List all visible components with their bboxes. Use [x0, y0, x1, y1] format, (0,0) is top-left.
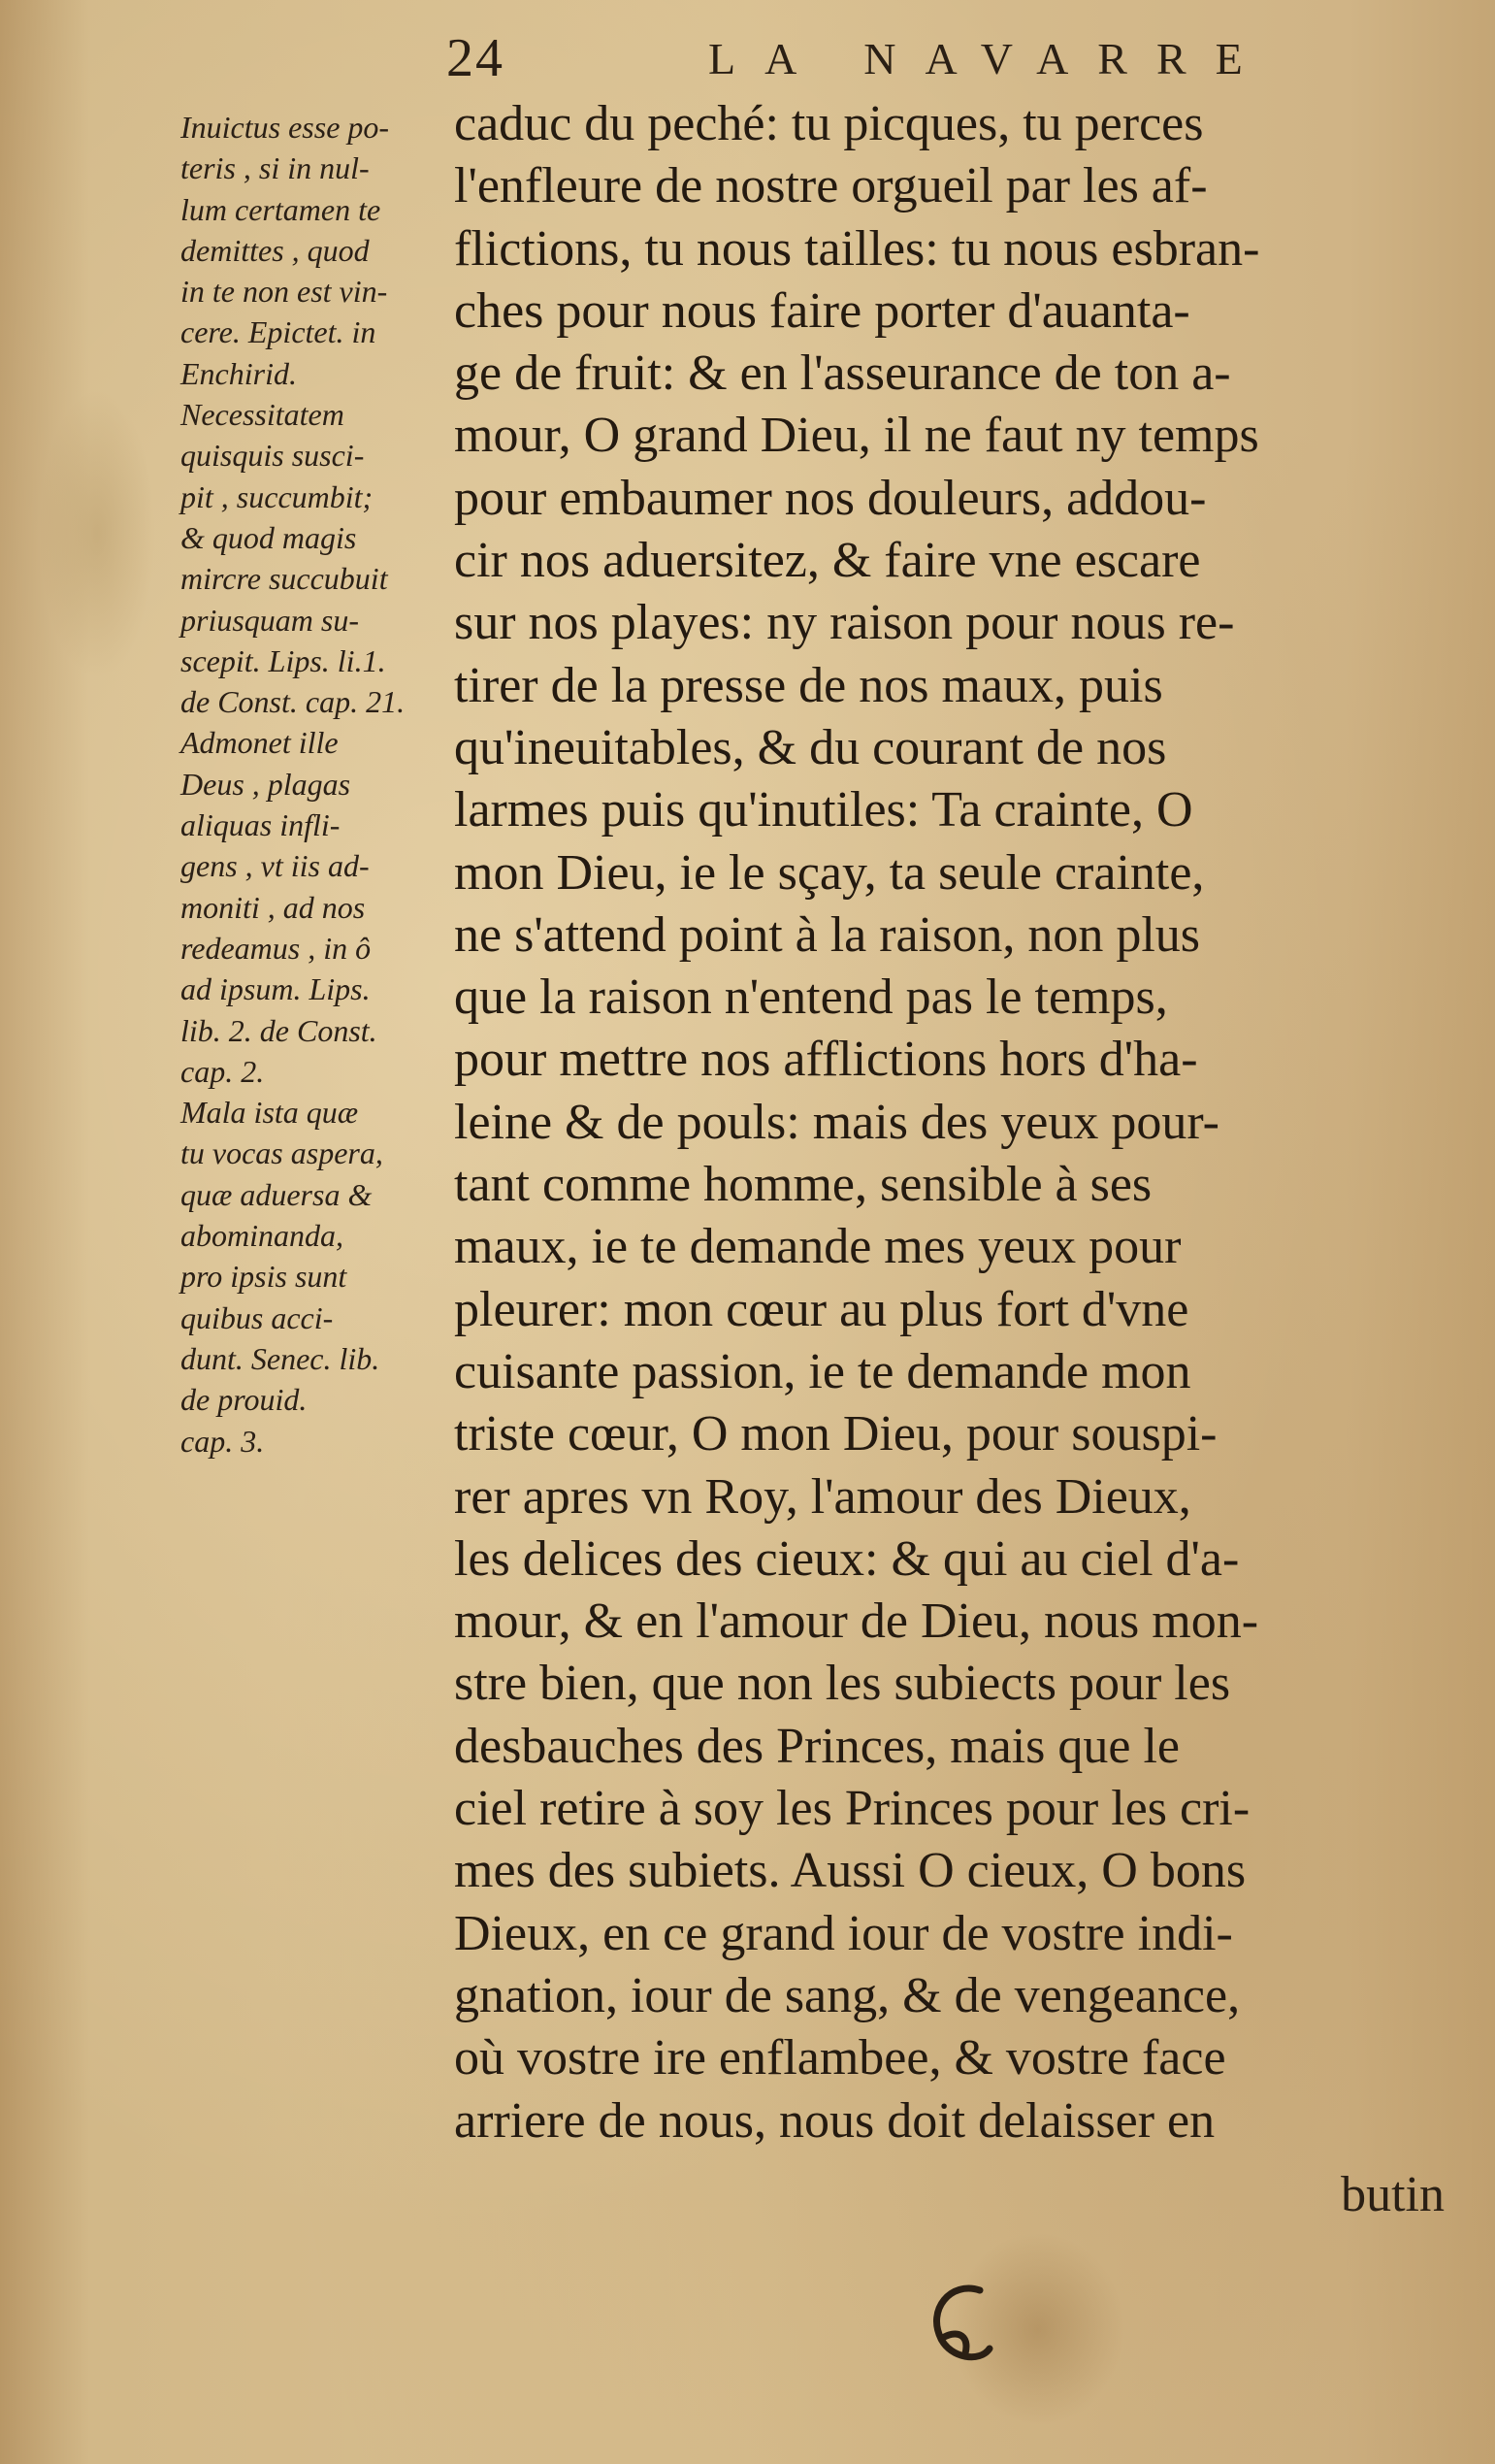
- text-line: triste cœur, O mon Dieu, pour souspi-: [454, 1406, 1218, 1462]
- margin-note-line: quibus acci-: [180, 1299, 334, 1335]
- margin-note-line: Admonet ille: [180, 725, 339, 761]
- text-line: l'enfleure de nostre orgueil par les af-: [454, 158, 1208, 214]
- margin-note-line: Enchirid.: [180, 355, 297, 391]
- text-line: que la raison n'entend pas le temps,: [454, 969, 1168, 1026]
- catchword: butin: [1341, 2167, 1445, 2222]
- margin-note-line: in te non est vin-: [180, 274, 388, 310]
- margin-note-line: abominanda,: [180, 1218, 343, 1254]
- text-line: mes des subiets. Aussi O cieux, O bons: [454, 1843, 1247, 1899]
- margin-note-line: ad ipsum. Lips.: [180, 971, 371, 1007]
- text-line: pour mettre nos afflictions hors d'ha-: [454, 1032, 1198, 1088]
- text-line: Dieux, en ce grand iour de vostre indi-: [454, 1905, 1233, 1961]
- text-line: arriere de nous, nous doit delaisser en: [454, 2092, 1216, 2149]
- margin-note-line: Inuictus esse po-: [180, 110, 390, 145]
- margin-note-line: quisquis susci-: [180, 438, 365, 474]
- body-text: [454, 93, 1473, 2152]
- margin-note-line: demittes , quod: [180, 232, 370, 268]
- margin-note-line: priusquam su-: [180, 602, 360, 638]
- margin-note-line: moniti , ad nos: [180, 889, 366, 925]
- text-line: rer apres vn Roy, l'amour des Dieux,: [454, 1468, 1191, 1525]
- text-line: maux, ie te demande mes yeux pour: [454, 1219, 1182, 1275]
- margin-note-line: redeamus , in ô: [180, 930, 372, 966]
- text-line: les delices des cieux: & qui au ciel d'a-: [454, 1530, 1240, 1587]
- margin-note-line: cere. Epictet. in: [180, 314, 376, 350]
- margin-note-line: quæ aduersa &: [180, 1176, 373, 1212]
- margin-note-line: mircre succubuit: [180, 561, 388, 597]
- margin-notes: [180, 107, 462, 1462]
- text-line: ciel retire à soy les Princes pour les cri-: [454, 1781, 1251, 1837]
- text-line: leine & de pouls: mais des yeux pour-: [454, 1094, 1219, 1150]
- margin-note-line: Deus , plagas: [180, 766, 351, 802]
- margin-note-line: lib. 2. de Const.: [180, 1012, 377, 1048]
- text-line: desbauches des Princes, mais que le: [454, 1718, 1181, 1774]
- text-line: ne s'attend point à la raison, non plus: [454, 906, 1201, 963]
- text-line: flictions, tu nous tailles: tu nous esbran-: [454, 220, 1260, 277]
- text-line: pour embaumer nos douleurs, addou-: [454, 470, 1207, 526]
- page-header: [446, 27, 1475, 95]
- text-line: ches pour nous faire porter d'auanta-: [454, 282, 1190, 339]
- text-line: mour, & en l'amour de Dieu, nous mon-: [454, 1593, 1259, 1650]
- text-line: qu'ineuitables, & du courant de nos: [454, 719, 1167, 775]
- margin-note-line: Necessitatem: [180, 397, 344, 433]
- text-line: pleurer: mon cœur au plus fort d'vne: [454, 1281, 1189, 1337]
- foxing-stain: [39, 388, 155, 679]
- text-line: mon Dieu, ie le sçay, ta seule crainte,: [454, 844, 1205, 901]
- text-line: caduc du peché: tu picques, tu perces: [454, 96, 1204, 151]
- margin-note-line: pit , succumbit;: [180, 478, 374, 514]
- ornament-mark-icon: [912, 2271, 1009, 2378]
- margin-note-line: pro ipsis sunt: [180, 1259, 347, 1295]
- text-line: tirer de la presse de nos maux, puis: [454, 657, 1163, 713]
- margin-note-line: gens , vt iis ad-: [180, 848, 370, 884]
- margin-note-line: de prouid.: [180, 1382, 308, 1418]
- text-line: mour, O grand Dieu, il ne faut ny temps: [454, 408, 1259, 464]
- margin-note-line: cap. 2.: [180, 1053, 265, 1089]
- text-line: gnation, iour de sang, & de vengeance,: [454, 1967, 1241, 2023]
- margin-note-line: Mala ista quæ: [180, 1095, 359, 1131]
- margin-note-line: de Const. cap. 21.: [180, 684, 406, 720]
- page-number: 24: [446, 28, 504, 88]
- running-head: LA NAVARRE: [708, 34, 1272, 83]
- margin-note-line: teris , si in nul-: [180, 150, 370, 186]
- text-line: stre bien, que non les subiects pour les: [454, 1656, 1231, 1712]
- text-line: cuisante passion, ie te demande mon: [454, 1343, 1191, 1399]
- margin-note-line: lum certamen te: [180, 191, 381, 227]
- text-line: larmes puis qu'inutiles: Ta crainte, O: [454, 782, 1193, 838]
- text-line: ge de fruit: & en l'asseurance de ton a-: [454, 345, 1231, 402]
- text-line: où vostre ire enflambee, & vostre face: [454, 2030, 1226, 2086]
- margin-note-line: & quod magis: [180, 519, 357, 555]
- text-line: cir nos aduersitez, & faire vne escare: [454, 533, 1201, 589]
- margin-note-line: scepit. Lips. li.1.: [180, 642, 386, 678]
- margin-note-line: aliquas infli-: [180, 807, 341, 843]
- text-line: sur nos playes: ny raison pour nous re-: [454, 595, 1235, 651]
- margin-note-line: cap. 3.: [180, 1423, 265, 1459]
- margin-note-line: dunt. Senec. lib.: [180, 1340, 380, 1376]
- text-line: tant comme homme, sensible à ses: [454, 1157, 1153, 1213]
- margin-note-line: tu vocas aspera,: [180, 1135, 383, 1171]
